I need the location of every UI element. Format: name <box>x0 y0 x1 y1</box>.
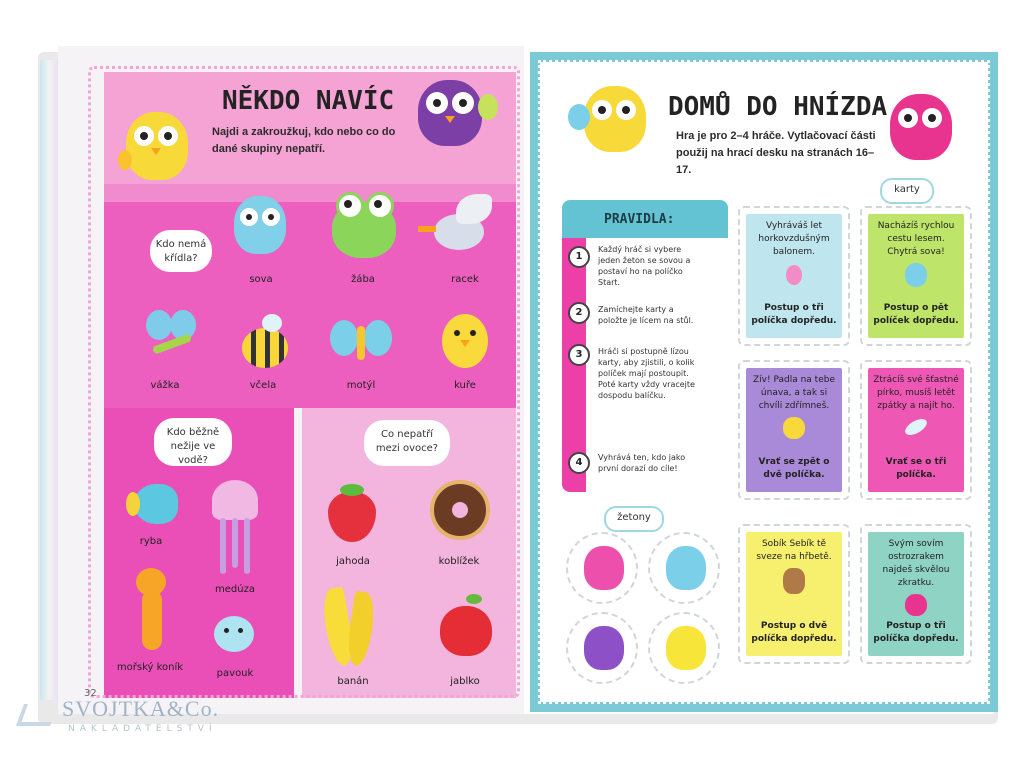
item-label: motýl <box>346 380 376 391</box>
donut-icon <box>428 478 494 544</box>
game-token[interactable] <box>566 532 638 604</box>
rule-number: 1 <box>568 246 590 268</box>
item-label: včela <box>249 380 277 391</box>
card-face <box>746 368 842 492</box>
banana-icon <box>318 580 388 672</box>
rule-text: Hráči si postupně lízou karty, aby zjistili, o kolik políček mají postoupit. Poté karty vždy vracejte dospodu balíčku. <box>598 347 695 400</box>
apple-icon <box>436 594 496 660</box>
reindeer-icon <box>783 568 805 594</box>
rule-number: 2 <box>568 302 590 324</box>
page-title-left: NĚKDO NAVÍC <box>222 86 395 116</box>
game-token[interactable] <box>648 532 720 604</box>
game-card <box>738 360 850 500</box>
bee-icon <box>232 312 298 372</box>
butterfly-icon <box>326 310 396 372</box>
purple-owl-illustration <box>412 74 502 154</box>
frog-icon <box>326 188 402 264</box>
item-label: mořský koník <box>116 662 184 673</box>
card-face <box>868 368 964 492</box>
rule-text: Každý hráč si vybere jeden žeton se sovou a postaví ho na políčko Start. <box>598 245 691 287</box>
item-label: koblížek <box>438 556 480 567</box>
item-label: žába <box>351 274 375 285</box>
jellyfish-icon <box>208 478 262 578</box>
game-card <box>860 206 972 346</box>
item-label: racek <box>451 274 479 285</box>
game-token[interactable] <box>566 612 638 684</box>
item-label: medúza <box>215 584 255 595</box>
publisher-logo: SVOJTKA&Co. <box>62 696 220 721</box>
right-intro: Hra je pro 2–4 hráče. Vytlačovací části použij na hrací desku na stranách 16–17. <box>676 130 876 176</box>
dragonfly-icon <box>136 306 202 372</box>
yellow-owl-illustration <box>118 108 198 188</box>
item-label: jablko <box>450 676 480 687</box>
card-action: Vrať se zpět o dvě políčka. <box>758 457 830 480</box>
card-action: Vrať se o tři políčka. <box>885 457 947 480</box>
yellow-owl-illustration <box>568 82 658 162</box>
item-label: sova <box>249 274 273 285</box>
cards-label: karty <box>880 178 934 204</box>
card-text: Sobík Sebík tě sveze na hřbetě. <box>756 539 832 562</box>
publisher-logo-mark <box>18 696 58 726</box>
owl-animal-icon <box>226 192 296 262</box>
item-label: kuře <box>454 380 476 391</box>
owl-icon <box>905 263 927 287</box>
chick-icon <box>436 308 494 372</box>
game-card <box>738 206 850 346</box>
card-text: Vyhráváš let horkovzdušným balonem. <box>758 221 830 257</box>
pink-owl-illustration <box>884 90 970 170</box>
rule-text: Zamíchejte karty a položte je lícem na stůl. <box>598 305 694 325</box>
card-action: Postup o tři políčka dopředu. <box>873 621 959 644</box>
card-face <box>868 532 964 656</box>
card-face <box>868 214 964 338</box>
owl-icon <box>905 594 927 616</box>
group3-question: Co nepatří mezi ovoce? <box>364 420 450 466</box>
seahorse-icon <box>128 566 174 656</box>
card-face <box>746 532 842 656</box>
game-token[interactable] <box>648 612 720 684</box>
seagull-icon <box>416 192 502 262</box>
item-label: jahoda <box>336 556 370 567</box>
card-action: Postup o pět políček dopředu. <box>873 303 959 326</box>
rule-text: Vyhrává ten, kdo jako první dorazí do cíle! <box>598 453 686 473</box>
rule-number: 3 <box>568 344 590 366</box>
card-text: Ztrácíš své šťastné pírko, musíš letět zpátky a najít ho. <box>873 375 959 411</box>
rules-heading: PRAVIDLA: <box>604 212 675 227</box>
card-action: Postup o dvě políčka dopředu. <box>751 621 837 644</box>
tokens-label: žetony <box>604 506 664 532</box>
game-card <box>860 360 972 500</box>
group2-question: Kdo běžně nežije ve vodě? <box>154 418 232 466</box>
item-label: ryba <box>139 536 163 547</box>
page-number: 32 <box>84 688 97 699</box>
group1-question: Kdo nemá křídla? <box>150 230 212 272</box>
card-text: Nacházíš rychlou cestu lesem. Chytrá sova! <box>877 221 955 257</box>
feather-icon <box>903 416 930 438</box>
item-label: pavouk <box>216 668 254 679</box>
card-text: Zív! Padla na tebe únava, a tak si chvíli zdřímneš. <box>753 375 835 411</box>
item-label: vážka <box>150 380 180 391</box>
page-title-right: DOMŮ DO HNÍZDA <box>668 92 888 122</box>
item-label: banán <box>337 676 369 687</box>
rule-number: 4 <box>568 452 590 474</box>
publisher-logo-subtitle: NAKLADATELSTVÍ <box>68 724 217 734</box>
card-action: Postup o tři políčka dopředu. <box>751 303 837 326</box>
card-text: Svým sovím ostrozrakem najdeš skvělou zkratku. <box>882 539 950 588</box>
game-card <box>738 524 850 664</box>
fish-icon <box>126 478 182 534</box>
spider-icon <box>204 612 264 660</box>
game-card <box>860 524 972 664</box>
sleepy-owl-icon <box>783 417 805 439</box>
strawberry-icon <box>322 482 382 546</box>
balloon-icon <box>786 265 802 285</box>
left-intro: Najdi a zakroužkuj, kdo nebo co do dané skupiny nepatří. <box>212 126 396 155</box>
card-face <box>746 214 842 338</box>
